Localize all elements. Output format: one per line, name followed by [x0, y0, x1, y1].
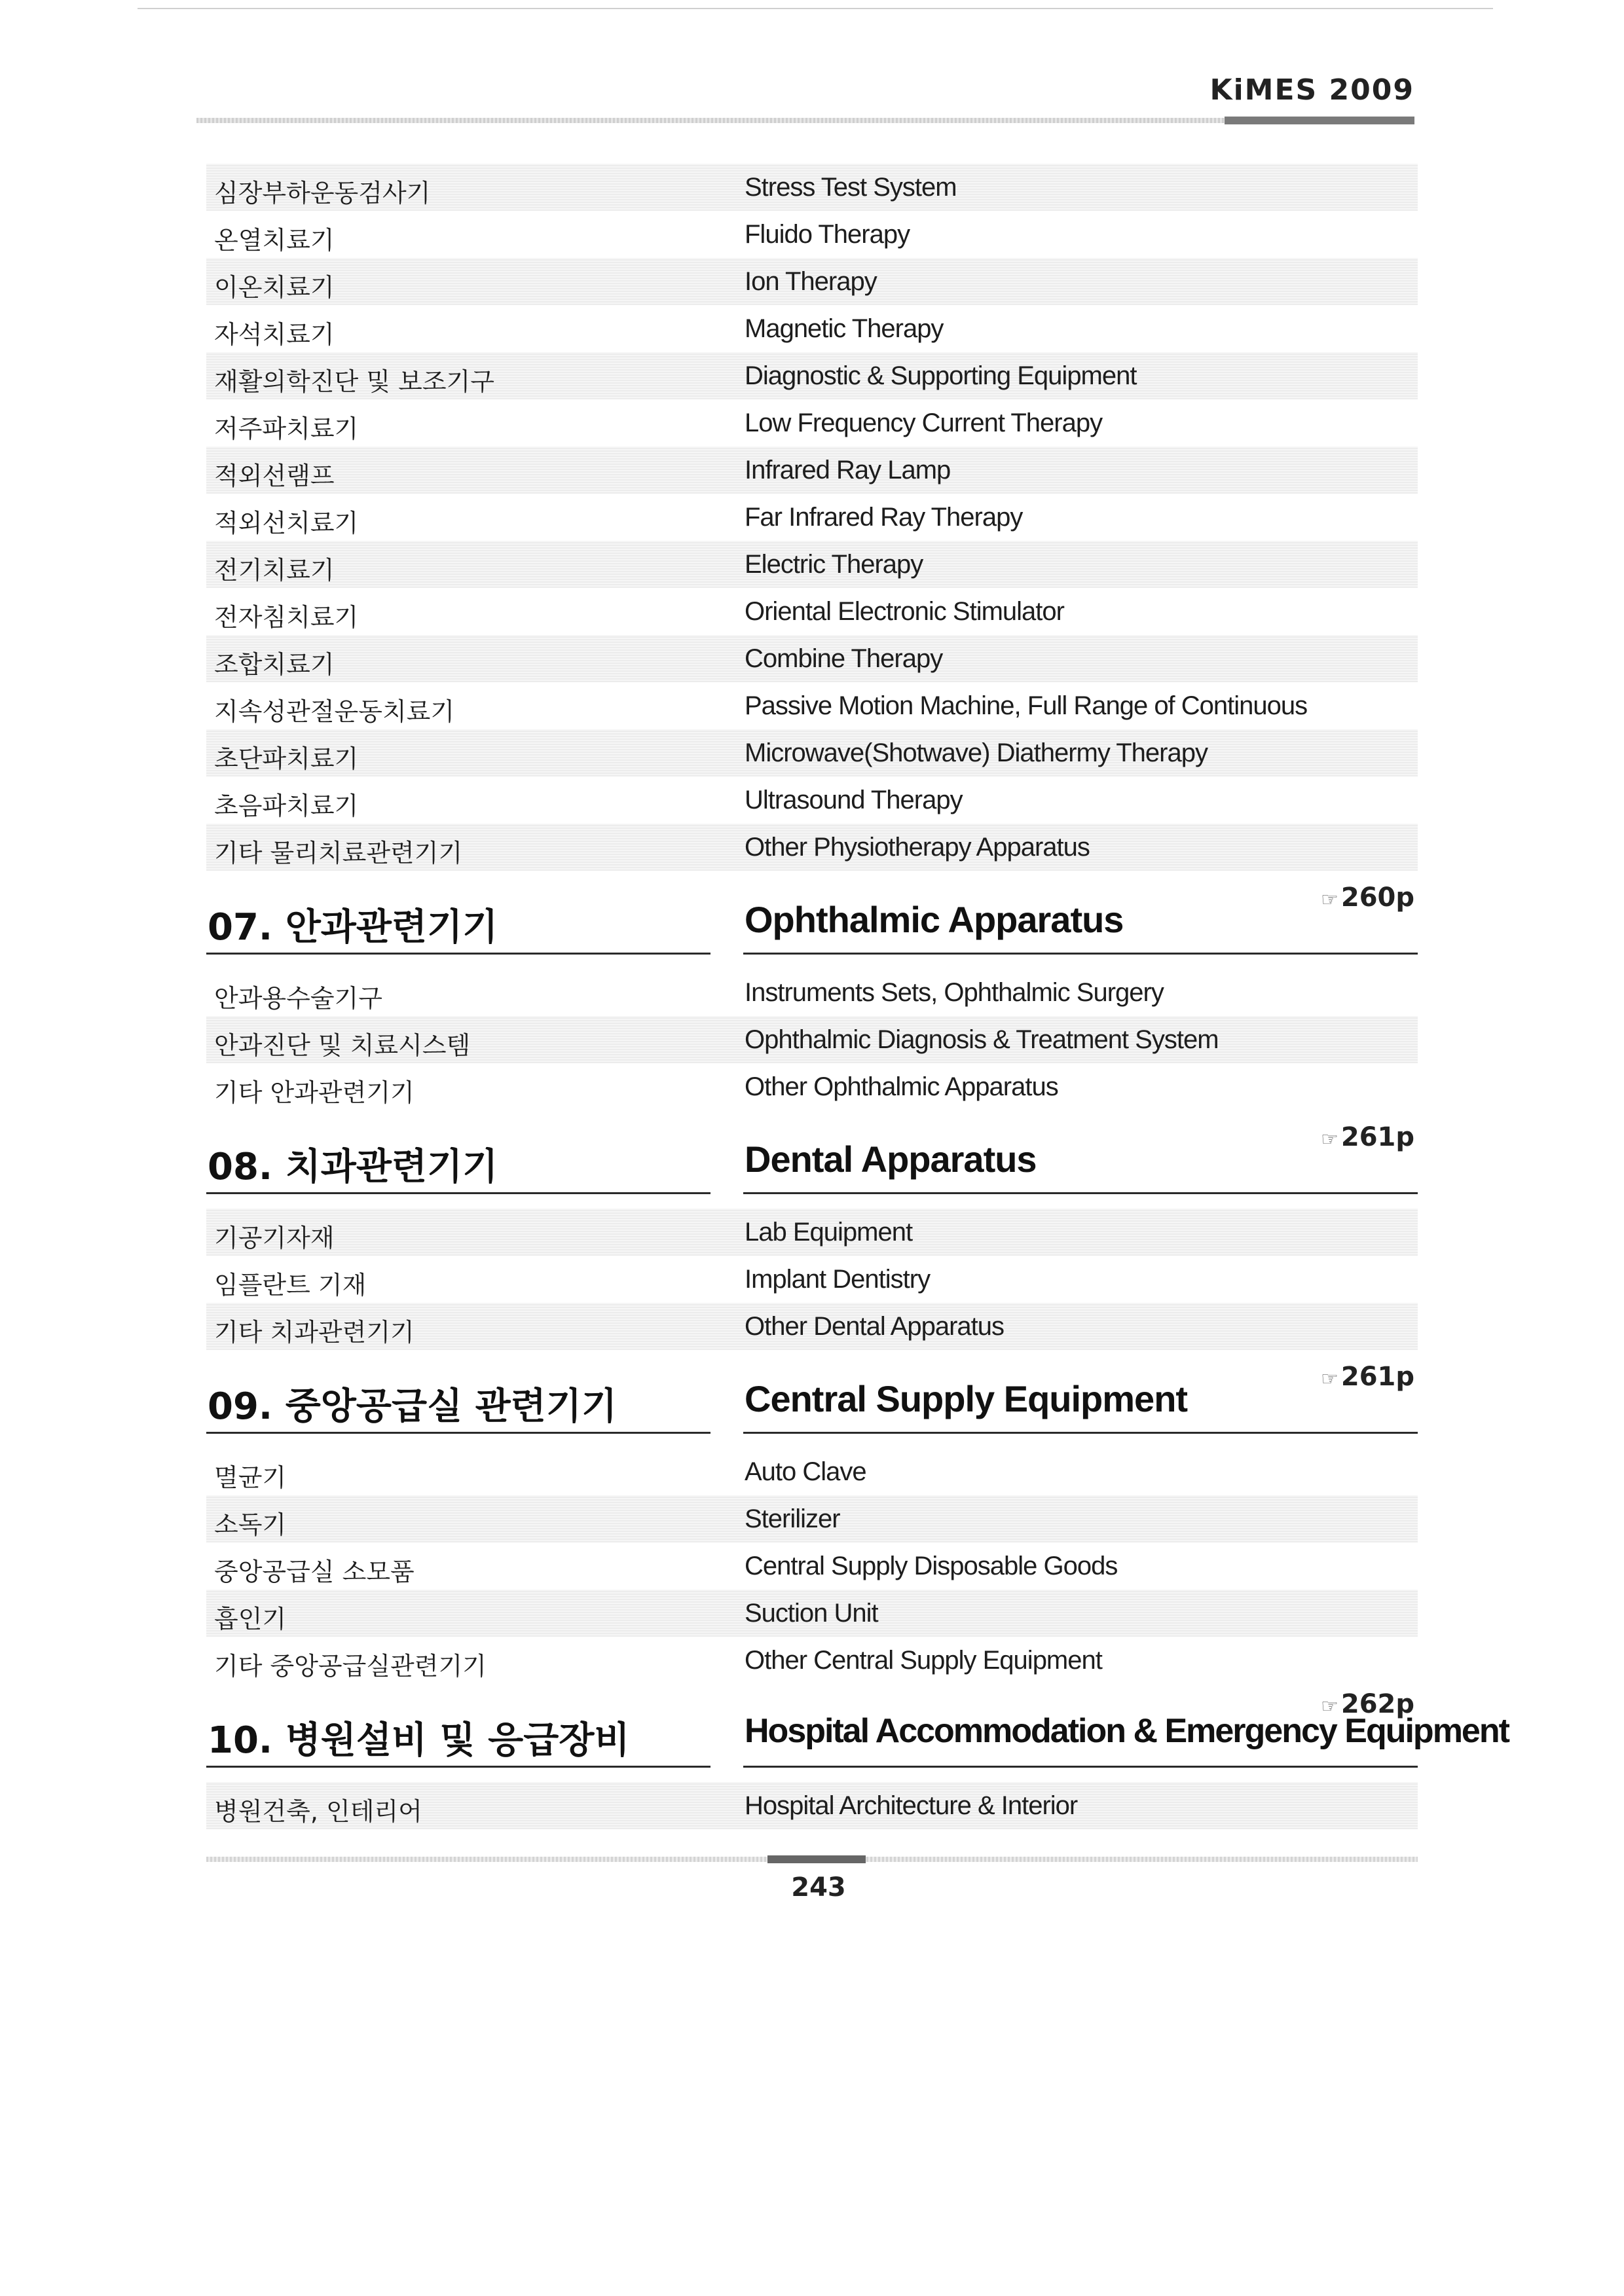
- brand-title: KiMES 2009: [1209, 73, 1414, 107]
- item-en: Implant Dentistry: [745, 1265, 931, 1294]
- item-en: Other Dental Apparatus: [745, 1312, 1005, 1341]
- list-item: [206, 776, 1418, 824]
- section-rule: [206, 1432, 710, 1434]
- item-ko: 안과용수술기구: [214, 984, 382, 1013]
- page-reference: [1321, 1122, 1414, 1152]
- item-ko: 이온치료기: [214, 273, 335, 302]
- item-en: Infrared Ray Lamp: [745, 456, 951, 484]
- item-ko: 지속성관절운동치료기: [214, 697, 455, 726]
- section-rule: [206, 1766, 710, 1768]
- footer-rule-accent: [767, 1855, 866, 1863]
- item-en: Low Frequency Current Therapy: [745, 409, 1103, 437]
- item-ko: 전기치료기: [214, 556, 335, 585]
- item-en: Other Ophthalmic Apparatus: [745, 1072, 1058, 1101]
- item-ko: 초단파치료기: [214, 744, 359, 773]
- list-item: [206, 588, 1418, 635]
- item-en: Other Physiotherapy Apparatus: [745, 833, 1090, 862]
- list-item: [206, 1303, 1418, 1350]
- list-item: [206, 305, 1418, 352]
- section-header-dental: [206, 1110, 1418, 1209]
- item-ko: 기타 물리치료관련기기: [214, 839, 463, 867]
- item-en: Other Central Supply Equipment: [745, 1646, 1102, 1675]
- list-item: [206, 258, 1418, 305]
- pointing-hand-icon: ☞: [1320, 1695, 1338, 1718]
- page-reference: [1321, 1362, 1414, 1392]
- list-item: [206, 1782, 1418, 1829]
- list-item: [206, 1495, 1418, 1542]
- item-ko: 기공기자재: [214, 1224, 335, 1252]
- item-en: Microwave(Shotwave) Diathermy Therapy: [745, 738, 1208, 767]
- item-ko: 소독기: [214, 1510, 287, 1539]
- section-rule: [743, 1766, 1418, 1768]
- section-header-central-supply: [206, 1350, 1418, 1448]
- item-ko: 멸균기: [214, 1463, 287, 1492]
- page-number: 243: [791, 1872, 846, 1903]
- list-item: [206, 635, 1418, 682]
- list-item: [206, 1637, 1418, 1684]
- section-title-ko: 09. 중앙공급실 관련기기: [208, 1385, 618, 1428]
- header-rule-accent: [1225, 117, 1414, 124]
- item-ko: 심장부하운동검사기: [214, 179, 431, 208]
- section-header-hospital-accommodation: [206, 1684, 1509, 1782]
- item-en: Auto Clave: [745, 1457, 866, 1486]
- list-item: [206, 1590, 1418, 1637]
- item-ko: 저주파치료기: [214, 414, 359, 443]
- list-item: [206, 682, 1418, 729]
- item-ko: 자석치료기: [214, 320, 335, 349]
- intro-rows: [206, 164, 1418, 871]
- item-ko: 기타 안과관련기기: [214, 1078, 415, 1107]
- item-en: Combine Therapy: [745, 644, 943, 673]
- item-en: Fluido Therapy: [745, 220, 910, 249]
- pointing-hand-icon: ☞: [1320, 1368, 1338, 1391]
- section-title-en: Hospital Accommodation & Emergency Equipment: [745, 1712, 1509, 1750]
- item-ko: 기타 치과관련기기: [214, 1318, 415, 1347]
- item-en: Oriental Electronic Stimulator: [745, 597, 1064, 626]
- list-item: [206, 352, 1418, 399]
- item-en: Stress Test System: [745, 173, 957, 202]
- section-title-ko: 10. 병원설비 및 응급장비: [208, 1719, 630, 1762]
- catalog-list: [206, 164, 1509, 1829]
- item-en: Suction Unit: [745, 1599, 878, 1628]
- section-rule: [743, 1432, 1418, 1434]
- section-rule: [743, 1192, 1418, 1194]
- page-ref-label: 260p: [1340, 883, 1414, 913]
- page-header: [196, 73, 1414, 126]
- item-en: Sterilizer: [745, 1504, 840, 1533]
- list-item: [206, 969, 1418, 1016]
- list-item: [206, 824, 1418, 871]
- list-item: [206, 494, 1418, 541]
- item-en: Ophthalmic Diagnosis & Treatment System: [745, 1025, 1219, 1054]
- section-title-ko: 07. 안과관련기기: [208, 906, 498, 949]
- item-en: Ion Therapy: [745, 267, 877, 296]
- item-ko: 안과진단 및 치료시스템: [214, 1031, 471, 1060]
- item-en: Lab Equipment: [745, 1218, 913, 1247]
- item-ko: 재활의학진단 및 보조기구: [214, 367, 494, 396]
- section-rule: [206, 1192, 710, 1194]
- top-border-rule: [138, 8, 1493, 9]
- item-ko: 적외선램프: [214, 462, 335, 490]
- list-item: [206, 211, 1418, 258]
- item-ko: 적외선치료기: [214, 509, 359, 538]
- page-ref-label: 261p: [1340, 1122, 1414, 1152]
- item-en: Diagnostic & Supporting Equipment: [745, 361, 1137, 390]
- section-rule: [206, 953, 710, 955]
- pointing-hand-icon: ☞: [1320, 1128, 1338, 1151]
- item-en: Central Supply Disposable Goods: [745, 1552, 1118, 1580]
- item-en: Ultrasound Therapy: [745, 786, 963, 814]
- page-ref-label: 261p: [1340, 1362, 1414, 1392]
- list-item: [206, 164, 1418, 211]
- item-en: Far Infrared Ray Therapy: [745, 503, 1023, 532]
- item-ko: 중앙공급실 소모품: [214, 1558, 415, 1586]
- item-ko: 조합치료기: [214, 650, 335, 679]
- item-en: Passive Motion Machine, Full Range of Continuous: [745, 691, 1308, 720]
- list-item: [206, 1542, 1418, 1590]
- item-en: Instruments Sets, Ophthalmic Surgery: [745, 978, 1164, 1007]
- list-item: [206, 541, 1418, 588]
- item-ko: 기타 중앙공급실관련기기: [214, 1652, 487, 1681]
- section-title-en: Dental Apparatus: [745, 1139, 1037, 1180]
- item-ko: 흡인기: [214, 1605, 287, 1633]
- list-item: [206, 1016, 1418, 1063]
- list-item: [206, 729, 1418, 776]
- list-item: [206, 1256, 1418, 1303]
- section-title-ko: 08. 치과관련기기: [208, 1146, 498, 1188]
- item-ko: 온열치료기: [214, 226, 335, 255]
- section-rule: [743, 953, 1418, 955]
- item-en: Magnetic Therapy: [745, 314, 944, 343]
- list-item: [206, 399, 1418, 446]
- list-item: [206, 446, 1418, 494]
- list-item: [206, 1209, 1418, 1256]
- section-title-en: Central Supply Equipment: [745, 1378, 1188, 1419]
- page-reference: [1321, 883, 1414, 913]
- item-ko: 병원건축, 인테리어: [214, 1797, 422, 1826]
- list-item: [206, 1063, 1418, 1110]
- section-title-en: Ophthalmic Apparatus: [745, 899, 1124, 940]
- item-ko: 임플란트 기재: [214, 1271, 367, 1300]
- page-ref-label: 262p: [1340, 1689, 1414, 1719]
- pointing-hand-icon: ☞: [1320, 888, 1338, 911]
- item-ko: 초음파치료기: [214, 792, 359, 820]
- item-en: Hospital Architecture & Interior: [745, 1791, 1078, 1820]
- item-en: Electric Therapy: [745, 550, 923, 579]
- item-ko: 전자침치료기: [214, 603, 359, 632]
- list-item: [206, 1448, 1418, 1495]
- section-header-ophthalmic: [206, 871, 1418, 969]
